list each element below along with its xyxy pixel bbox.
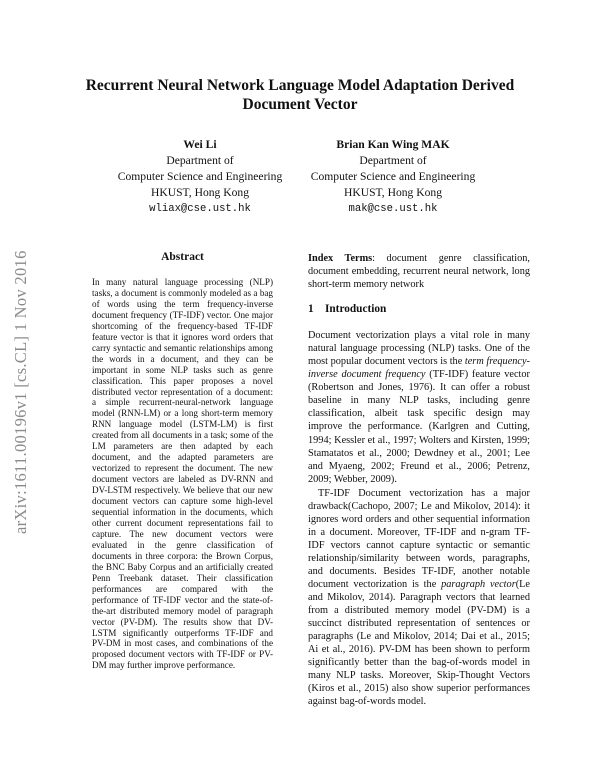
- arxiv-stamp: arXiv:1611.00196v1 [cs.CL] 1 Nov 2016: [11, 250, 30, 534]
- abstract-heading: Abstract: [161, 251, 204, 263]
- index-terms-text: : document genre classification, document embedding, recurrent neural network, long short-term memory network: [308, 253, 530, 291]
- intro-p2-emphasis: paragraph vector: [441, 579, 516, 591]
- intro-p1-text-b: (TF-IDF) feature vector (Robertson and Jones, 1976). It can offer a robust baseline in many NLP tasks, including genre classification, albeit task specific design may improve the performance. (Karlgren and Cutting, 1994; Kessler et al., 1997; Wolters and Kirsten, 1999; Stamatatos et al., 2000; Dewdney et al., 2001; Lee and Myaeng, 2002; Freund et al., 2006; Petrenz, 2009; Webber, 2009).: [308, 369, 530, 485]
- intro-paragraph-1: [308, 329, 530, 486]
- author-dept: Department of: [166, 154, 234, 167]
- section-number: 1: [308, 303, 314, 316]
- index-terms: [308, 252, 530, 291]
- intro-p2-text-b: (Le and Mikolov, 2014). Paragraph vectors that learned from a distributed memory model (PV-DM) is a succinct distributed representation of sentences or paragraphs (Le and Mikolov, 2014; Dai et al., 2015; Ai et al., 2016). PV-DM has been shown to perform significantly better than the bag-of-words model in many NLP tasks. Moreover, Skip-Thought Vectors (Kiros et al., 2015) also show superior performances against bag-of-words model.: [308, 579, 530, 708]
- right-column: [308, 252, 530, 709]
- section-title: Introduction: [325, 303, 387, 316]
- abstract-text: In many natural language processing (NLP) tasks, a document is commonly modeled as a bag of words using the term frequency-inverse document frequency (TF-IDF) vector. One major shortcoming of the frequency-based TF-IDF feature vector is that it ignores word orders that carry syntactic and semantic relationships among the words in a document, and they can be important in some NLP tasks such as genre classification. This paper proposes a novel distributed vector representation of a document: a simple recurrent-neural-network language model (RNN-LM) or a long short-term memory RNN language model (LSTM-LM) is first created from all documents in a task; some of the LM parameters are then adapted by each document, and the adapted parameters are vectorized to represent the document. The new document vectors are labeled as DV-RNN and DV-LSTM respectively. We believe that our new document vectors can capture some high-level sequential information in the documents, which other current document representations fail to capture. The new document vectors were evaluated in the genre classification of documents in three corpora: the Brown Corpus, the BNC Baby Corpus and an artificially created Penn Treebank dataset. Their classification performances are compared with the performance of TF-IDF vector and the state-of-the-art distributed memory model of paragraph vector (PV-DM). The results show that DV-LSTM significantly outperforms TF-IDF and PV-DM in most cases, and combinations of the proposed document vectors with TF-IDF or PV-DM may further improve performance.: [92, 277, 273, 671]
- author-name: Brian Kan Wing MAK: [336, 138, 450, 151]
- paper-title: Recurrent Neural Network Language Model Adaptation Derived Document Vector: [85, 77, 515, 113]
- index-terms-label: Index Terms: [308, 253, 373, 264]
- author-block-2: [283, 137, 503, 217]
- author-institution: HKUST, Hong Kong: [150, 186, 249, 199]
- section-heading: [308, 303, 530, 316]
- author-dept-name: Computer Science and Engineering: [310, 170, 476, 183]
- author-block-1: [90, 137, 310, 217]
- intro-paragraph-2: [308, 487, 530, 709]
- author-name: Wei Li: [183, 138, 217, 151]
- intro-p1-emphasis: term frequency-inverse document frequency: [308, 356, 530, 381]
- author-institution: HKUST, Hong Kong: [343, 186, 442, 199]
- abstract-column: [92, 251, 273, 671]
- intro-p1-text-a: Document vectorization plays a vital role in many natural language processing (NLP) tasks. One of the most popular document vectors is the: [308, 330, 530, 368]
- author-email[interactable]: wliax@cse.ust.hk: [149, 203, 251, 215]
- author-dept-name: Computer Science and Engineering: [117, 170, 283, 183]
- intro-p2-text-a: TF-IDF Document vectorization has a major drawback(Cachopo, 2007; Le and Mikolov, 2014): it ignores word orders and other sequential information in a document. Moreover, TF-IDF and n-gram TF-IDF vectors cannot capture syntactic or semantic relationship/similarity between words, paragraphs, and documents. Besides TF-IDF, another notable document vectorization is the: [308, 487, 530, 591]
- author-email[interactable]: mak@cse.ust.hk: [348, 203, 438, 215]
- author-dept: Department of: [359, 154, 427, 167]
